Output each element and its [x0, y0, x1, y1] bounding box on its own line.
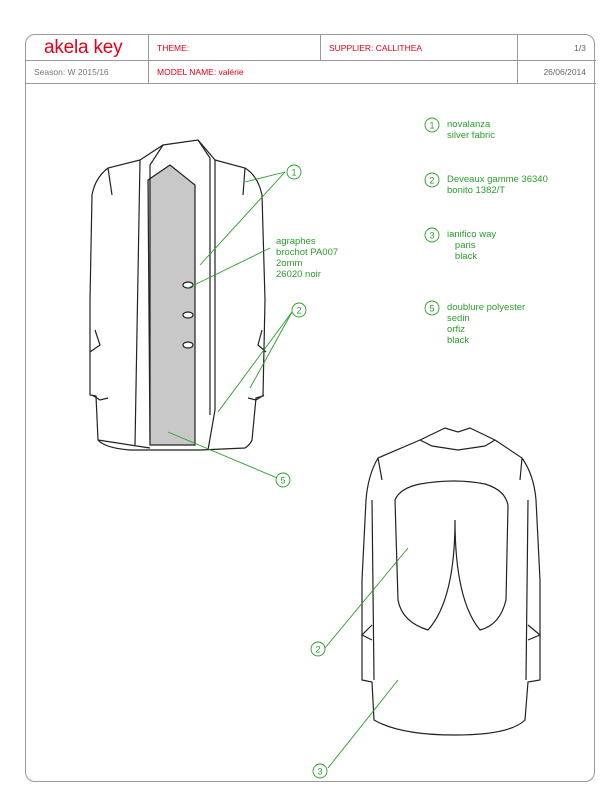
model-name: MODEL NAME: valérie [157, 66, 244, 77]
supplier-label: SUPPLIER: CALLITHEA [329, 42, 423, 53]
season-label: Season: W 2015/16 [34, 66, 109, 77]
legend-text-2: Deveaux gamme 36340 bonito 1382/T [447, 174, 548, 196]
legend-number-5: 5 [429, 303, 435, 314]
brand-logo: akela key [44, 36, 123, 58]
legend-text-3: ianifico way paris black [447, 229, 497, 262]
theme-label: THEME: [157, 42, 190, 53]
front-callout-5: 5 [280, 475, 286, 486]
legend-number-3: 3 [429, 230, 435, 241]
legend-number-1: 1 [429, 120, 435, 131]
back-garment-drawing [362, 428, 540, 735]
legend-number-2: 2 [429, 175, 435, 186]
legend-text-1: novalanza silver fabric [447, 119, 496, 141]
front-callout-1: 1 [291, 167, 297, 178]
date-label: 26/06/2014 [543, 66, 586, 77]
back-callout-2: 2 [315, 644, 321, 655]
callout-circles [276, 118, 439, 778]
front-garment-drawing [90, 140, 266, 450]
front-callout-2: 2 [296, 305, 302, 316]
callout-numbers [280, 121, 434, 777]
clasp-note: agraphes brochot PA007 2omm 26020 noir [276, 236, 339, 280]
back-callout-3: 3 [317, 766, 323, 777]
page-number: 1/3 [574, 42, 586, 53]
legend-text-5: doublure polyester sedin orfiz black [447, 302, 526, 346]
